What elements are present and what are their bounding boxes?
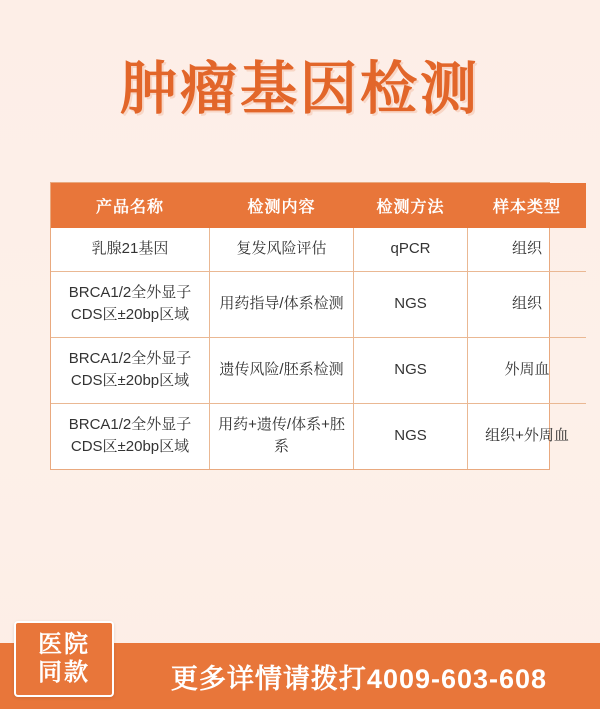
- cell-method: NGS: [354, 403, 468, 469]
- table-header-row: [51, 183, 586, 228]
- column-header-method: 检测方法: [354, 183, 468, 228]
- table-header: [51, 183, 586, 228]
- cell-content: 遗传风险/胚系检测: [210, 337, 354, 403]
- badge-line-2: 同款: [38, 659, 90, 686]
- cell-method: qPCR: [354, 228, 468, 271]
- cell-content: 复发风险评估: [210, 228, 354, 271]
- table-row: [51, 337, 586, 403]
- cell-product: BRCA1/2全外显子CDS区±20bp区域: [51, 337, 210, 403]
- cell-product: BRCA1/2全外显子CDS区±20bp区域: [51, 271, 210, 337]
- table-body: [51, 228, 586, 469]
- cell-sample: 组织: [468, 228, 587, 271]
- hospital-badge: [14, 621, 114, 697]
- page-title: 肿瘤基因检测: [120, 57, 480, 121]
- cell-method: NGS: [354, 337, 468, 403]
- cell-method: NGS: [354, 271, 468, 337]
- cell-content: 用药+遗传/体系+胚系: [210, 403, 354, 469]
- cell-product: BRCA1/2全外显子CDS区±20bp区域: [51, 403, 210, 469]
- cell-sample: 组织: [468, 271, 587, 337]
- cell-content: 用药指导/体系检测: [210, 271, 354, 337]
- column-header-product: 产品名称: [51, 183, 210, 228]
- column-header-content: 检测内容: [210, 183, 354, 228]
- badge-line-1: 医院: [38, 630, 90, 658]
- cell-sample: 外周血: [468, 337, 587, 403]
- gene-test-table: [51, 183, 586, 469]
- column-header-sample: 样本类型: [468, 183, 587, 228]
- cell-sample: 组织+外周血: [485, 426, 569, 444]
- gene-test-table-container: [50, 182, 569, 470]
- cell-product: 乳腺21基因: [51, 228, 210, 271]
- table-row: [51, 271, 586, 337]
- phone-banner: 更多详情请拨打4009-603-608: [170, 663, 548, 694]
- table-row: [51, 228, 586, 271]
- table-row: [51, 403, 586, 469]
